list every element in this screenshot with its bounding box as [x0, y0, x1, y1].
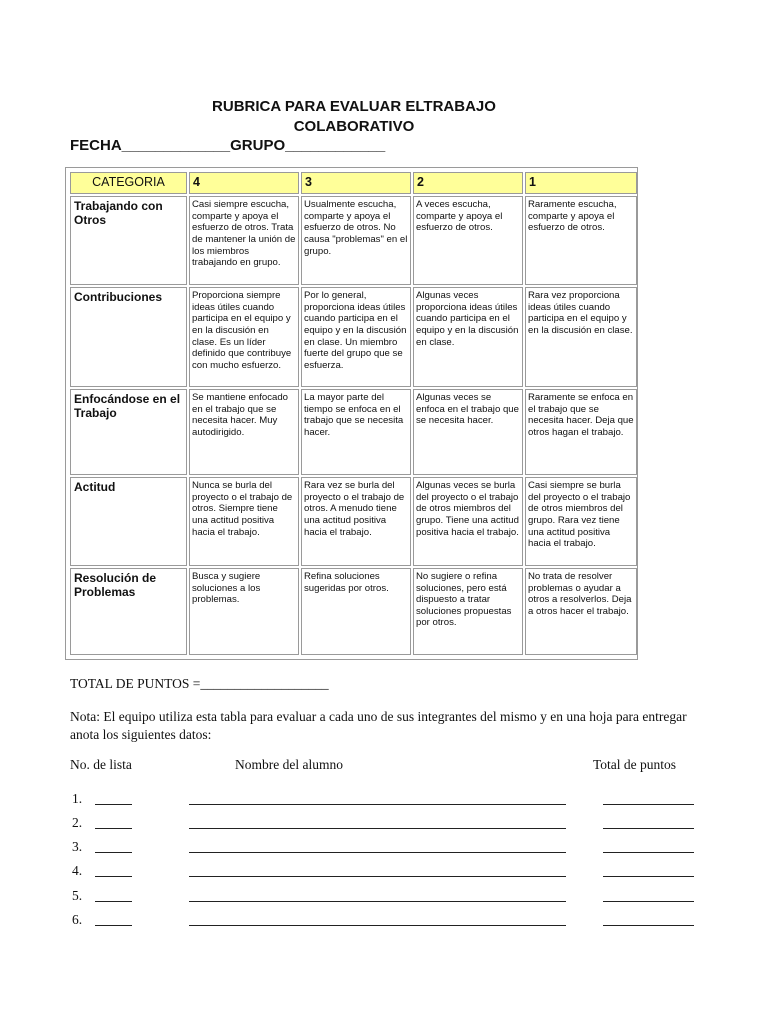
total-points-blank[interactable]	[603, 804, 694, 805]
criteria-cell: Casi siempre se burla del proyecto o el trabajo de otros miembros del grupo. Rara vez tiene una actitud positiva hacia el trabajo.	[525, 477, 637, 566]
criteria-cell: Busca y sugiere soluciones a los problemas.	[189, 568, 299, 655]
total-points-blank[interactable]	[603, 828, 694, 829]
instruction-note: Nota: El equipo utiliza esta tabla para evaluar a cada uno de sus integrantes del mismo y en una hoja para entregar anota los siguientes datos:	[70, 709, 687, 742]
list-number-blank[interactable]	[95, 852, 132, 853]
category-cell: Trabajando con Otros	[70, 196, 187, 285]
list-number-blank[interactable]	[95, 925, 132, 926]
criteria-cell: Raramente se enfoca en el trabajo que se necesita hacer. Deja que otros hagan el trabajo.	[525, 389, 637, 475]
total-points-blank[interactable]	[603, 852, 694, 853]
list-number-blank[interactable]	[95, 901, 132, 902]
header-categoria: CATEGORIA	[70, 172, 187, 194]
student-name-blank[interactable]	[189, 876, 566, 877]
list-row-number: 5.	[72, 888, 83, 903]
criteria-cell: A veces escucha, comparte y apoya el esfuerzo de otros.	[413, 196, 523, 285]
rubric-header-row	[70, 172, 637, 194]
fecha-grupo-line: FECHA_____________GRUPO____________	[70, 137, 386, 154]
list-row-number: 6.	[72, 912, 83, 927]
list-header-number: No. de lista	[70, 757, 132, 772]
rubric-table-frame	[65, 167, 638, 660]
criteria-cell: Usualmente escucha, comparte y apoya el esfuerzo de otros. No causa "problemas" en el grupo.	[301, 196, 411, 285]
student-name-blank[interactable]	[189, 901, 566, 902]
rubric-row-actitud	[70, 477, 637, 566]
category-cell: Resolución de Problemas	[70, 568, 187, 655]
criteria-cell: Algunas veces se burla del proyecto o el trabajo de otros miembros del grupo. Tiene una actitud positiva hacia el trabajo.	[413, 477, 523, 566]
total-points-line: TOTAL DE PUNTOS =___________________	[70, 676, 329, 691]
student-name-blank[interactable]	[189, 852, 566, 853]
header-score-1: 1	[525, 172, 637, 194]
total-points-blank[interactable]	[603, 925, 694, 926]
header-score-4: 4	[189, 172, 299, 194]
student-name-blank[interactable]	[189, 804, 566, 805]
list-header-name: Nombre del alumno	[235, 757, 343, 772]
criteria-cell: Nunca se burla del proyecto o el trabajo de otros. Siempre tiene una actitud positiva hacia el trabajo.	[189, 477, 299, 566]
list-header-total: Total de puntos	[593, 757, 677, 772]
list-number-blank[interactable]	[95, 804, 132, 805]
list-row-number: 2.	[72, 815, 83, 830]
criteria-cell: No sugiere o refina soluciones, pero está dispuesto a tratar soluciones propuestas por otros.	[413, 568, 523, 655]
criteria-cell: Por lo general, proporciona ideas útiles cuando participa en el equipo y en la discusión en clase. Un miembro fuerte del grupo que se esfuerza.	[301, 287, 411, 387]
list-number-blank[interactable]	[95, 828, 132, 829]
criteria-cell: Algunas veces proporciona ideas útiles cuando participa en el equipo y en la discusión en clase.	[413, 287, 523, 387]
category-cell: Contribuciones	[70, 287, 187, 387]
criteria-cell: Casi siempre escucha, comparte y apoya el esfuerzo de otros. Trata de mantener la unión de los miembros trabajando en grupo.	[189, 196, 299, 285]
rubric-row-resolucion	[70, 568, 637, 655]
total-points-blank[interactable]	[603, 876, 694, 877]
category-cell: Enfocándose en el Trabajo	[70, 389, 187, 475]
criteria-cell: Proporciona siempre ideas útiles cuando participa en el equipo y en la discusión en clase. Es un líder definido que contribuye con mucho esfuerzo.	[189, 287, 299, 387]
criteria-cell: Algunas veces se enfoca en el trabajo que se necesita hacer.	[413, 389, 523, 475]
criteria-cell: La mayor parte del tiempo se enfoca en el trabajo que se necesita hacer.	[301, 389, 411, 475]
rubric-row-enfocandose	[70, 389, 637, 475]
document-title-line1: RUBRICA PARA EVALUAR ELTRABAJO	[212, 98, 496, 115]
document-title-line2: COLABORATIVO	[293, 118, 415, 135]
student-name-blank[interactable]	[189, 828, 566, 829]
criteria-cell: Rara vez se burla del proyecto o el trabajo de otros. A menudo tiene una actitud positiva hacia el trabajo.	[301, 477, 411, 566]
list-row-number: 4.	[72, 863, 83, 878]
criteria-cell: No trata de resolver problemas o ayudar a otros a resolverlos. Deja a otros hacer el trabajo.	[525, 568, 637, 655]
header-score-2: 2	[413, 172, 523, 194]
rubric-row-contribuciones	[70, 287, 637, 387]
student-name-blank[interactable]	[189, 925, 566, 926]
criteria-cell: Refina soluciones sugeridas por otros.	[301, 568, 411, 655]
criteria-cell: Rara vez proporciona ideas útiles cuando participa en el equipo y en la discusión en clase.	[525, 287, 637, 387]
list-row-number: 3.	[72, 839, 83, 854]
total-points-blank[interactable]	[603, 901, 694, 902]
list-row-number: 1.	[72, 791, 83, 806]
list-number-blank[interactable]	[95, 876, 132, 877]
criteria-cell: Se mantiene enfocado en el trabajo que se necesita hacer. Muy autodirigido.	[189, 389, 299, 475]
rubric-table	[68, 170, 639, 657]
criteria-cell: Raramente escucha, comparte y apoya el esfuerzo de otros.	[525, 196, 637, 285]
category-cell: Actitud	[70, 477, 187, 566]
rubric-row-trabajando	[70, 196, 637, 285]
header-score-3: 3	[301, 172, 411, 194]
